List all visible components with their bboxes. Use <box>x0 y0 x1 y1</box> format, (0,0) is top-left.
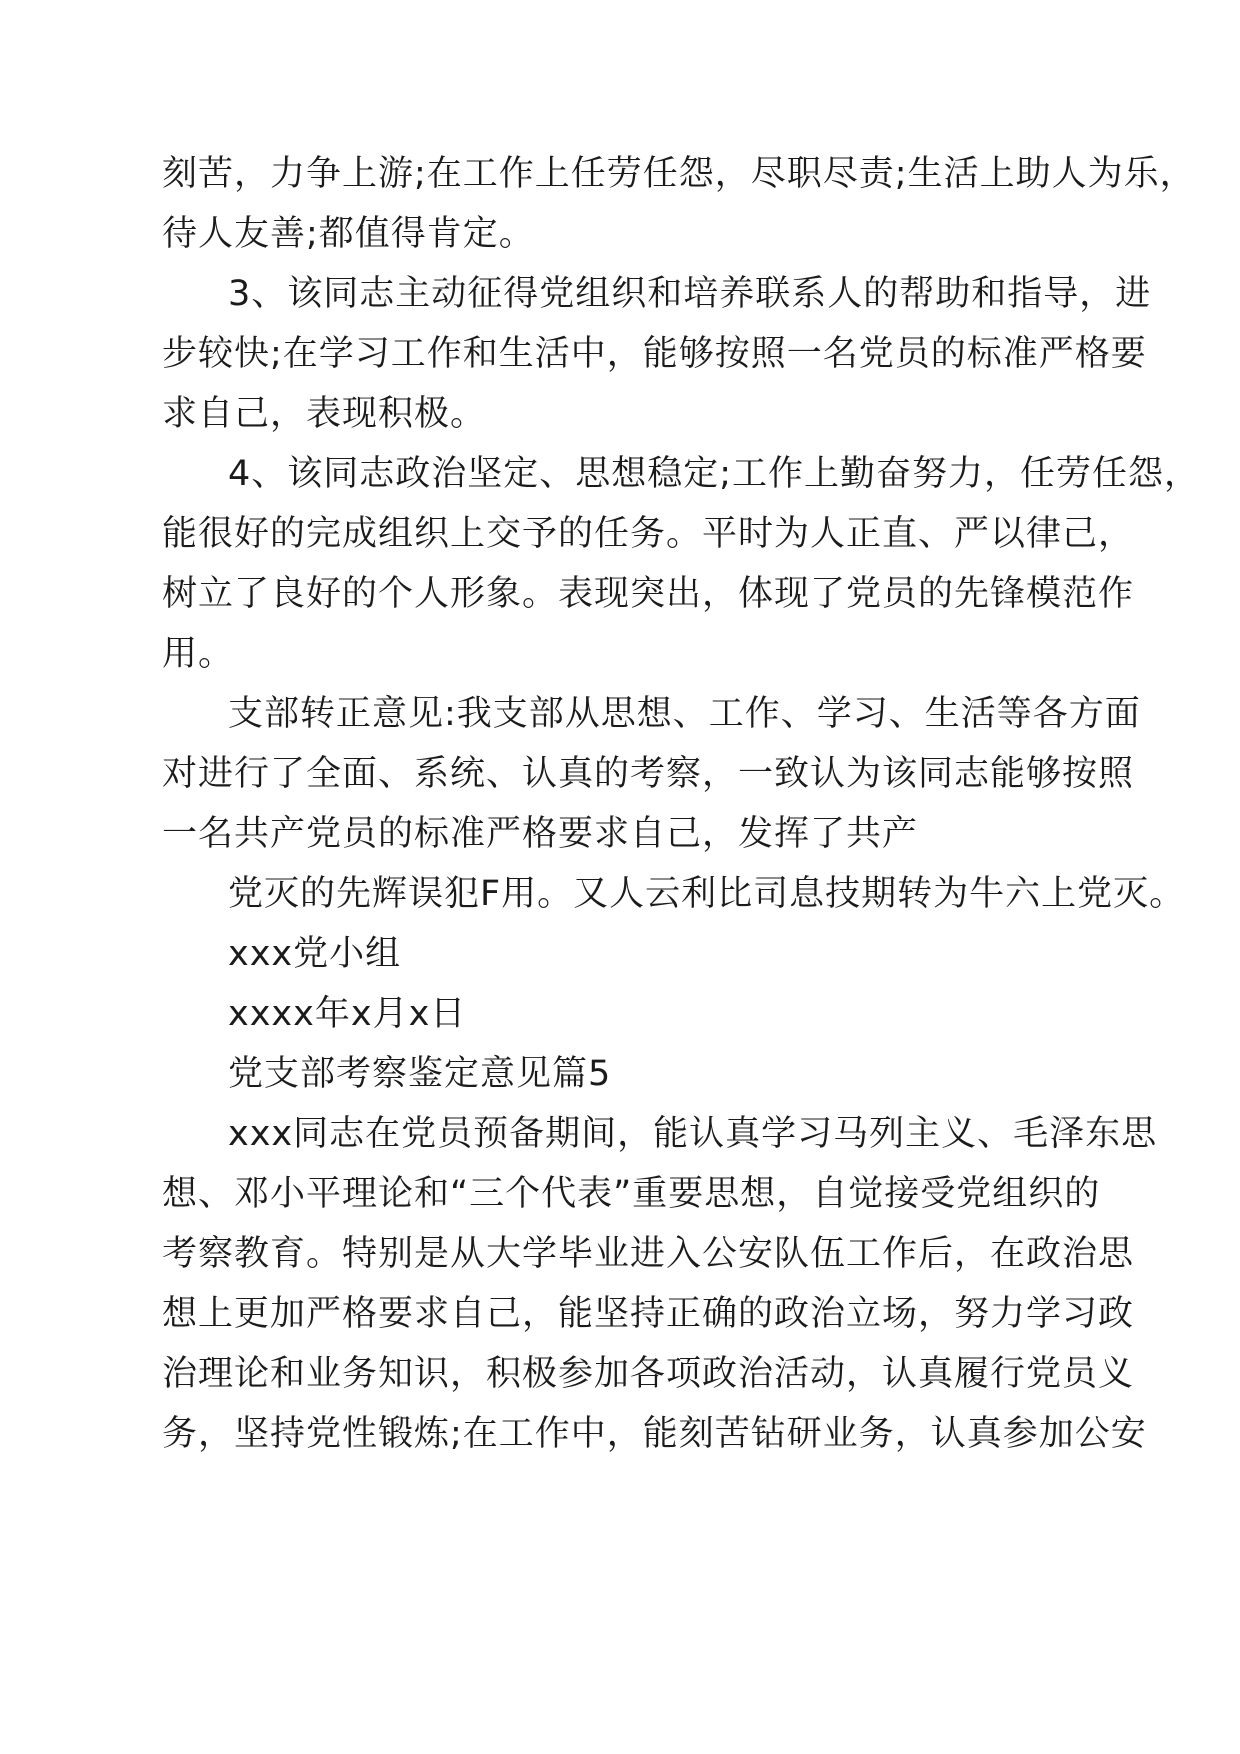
text-line: 刻苦，力争上游;在工作上任劳任怨，尽职尽责;生活上助人为乐， <box>162 154 1196 194</box>
text-line: 用。 <box>162 634 235 674</box>
signature-date: xxxx年x月x日 <box>228 994 467 1034</box>
text-line: 待人友善;都值得肯定。 <box>162 214 535 254</box>
signature-group: xxx党小组 <box>228 934 402 974</box>
text-line: 3、该同志主动征得党组织和培养联系人的帮助和指导，进 <box>228 274 1152 314</box>
text-line: 务，坚持党性锻炼;在工作中，能刻苦钻研业务，认真参加公安 <box>162 1414 1147 1454</box>
section-heading: 党支部考察鉴定意见篇5 <box>228 1054 612 1094</box>
text-line: 治理论和业务知识，积极参加各项政治活动，认真履行党员义 <box>162 1354 1135 1394</box>
text-line: 能很好的完成组织上交予的任务。平时为人正直、严以律己， <box>162 514 1135 554</box>
text-line: 考察教育。特别是从大学毕业进入公安队伍工作后，在政治思 <box>162 1234 1135 1274</box>
text-line: 支部转正意见:我支部从思想、工作、学习、生活等各方面 <box>228 694 1141 734</box>
text-line: 求自己，表现积极。 <box>162 394 487 434</box>
text-line: 党灭的先辉误犯F用。又人云利比司息技期转为牛六上党灭。 <box>228 874 1186 914</box>
text-line: 树立了良好的个人形象。表现突出，体现了党员的先锋模范作 <box>162 574 1135 614</box>
text-line: 对进行了全面、系统、认真的考察，一致认为该同志能够按照 <box>162 754 1135 794</box>
text-line: xxx同志在党员预备期间，能认真学习马列主义、毛泽东思 <box>228 1114 1158 1154</box>
text-line: 想、邓小平理论和“三个代表”重要思想，自觉接受党组织的 <box>162 1174 1101 1214</box>
text-line: 步较快;在学习工作和生活中，能够按照一名党员的标准严格要 <box>162 334 1147 374</box>
text-line: 4、该同志政治坚定、思想稳定;工作上勤奋努力，任劳任怨， <box>228 454 1201 494</box>
text-line: 想上更加严格要求自己，能坚持正确的政治立场，努力学习政 <box>162 1294 1135 1334</box>
text-line: 一名共产党员的标准严格要求自己，发挥了共产 <box>162 814 919 854</box>
